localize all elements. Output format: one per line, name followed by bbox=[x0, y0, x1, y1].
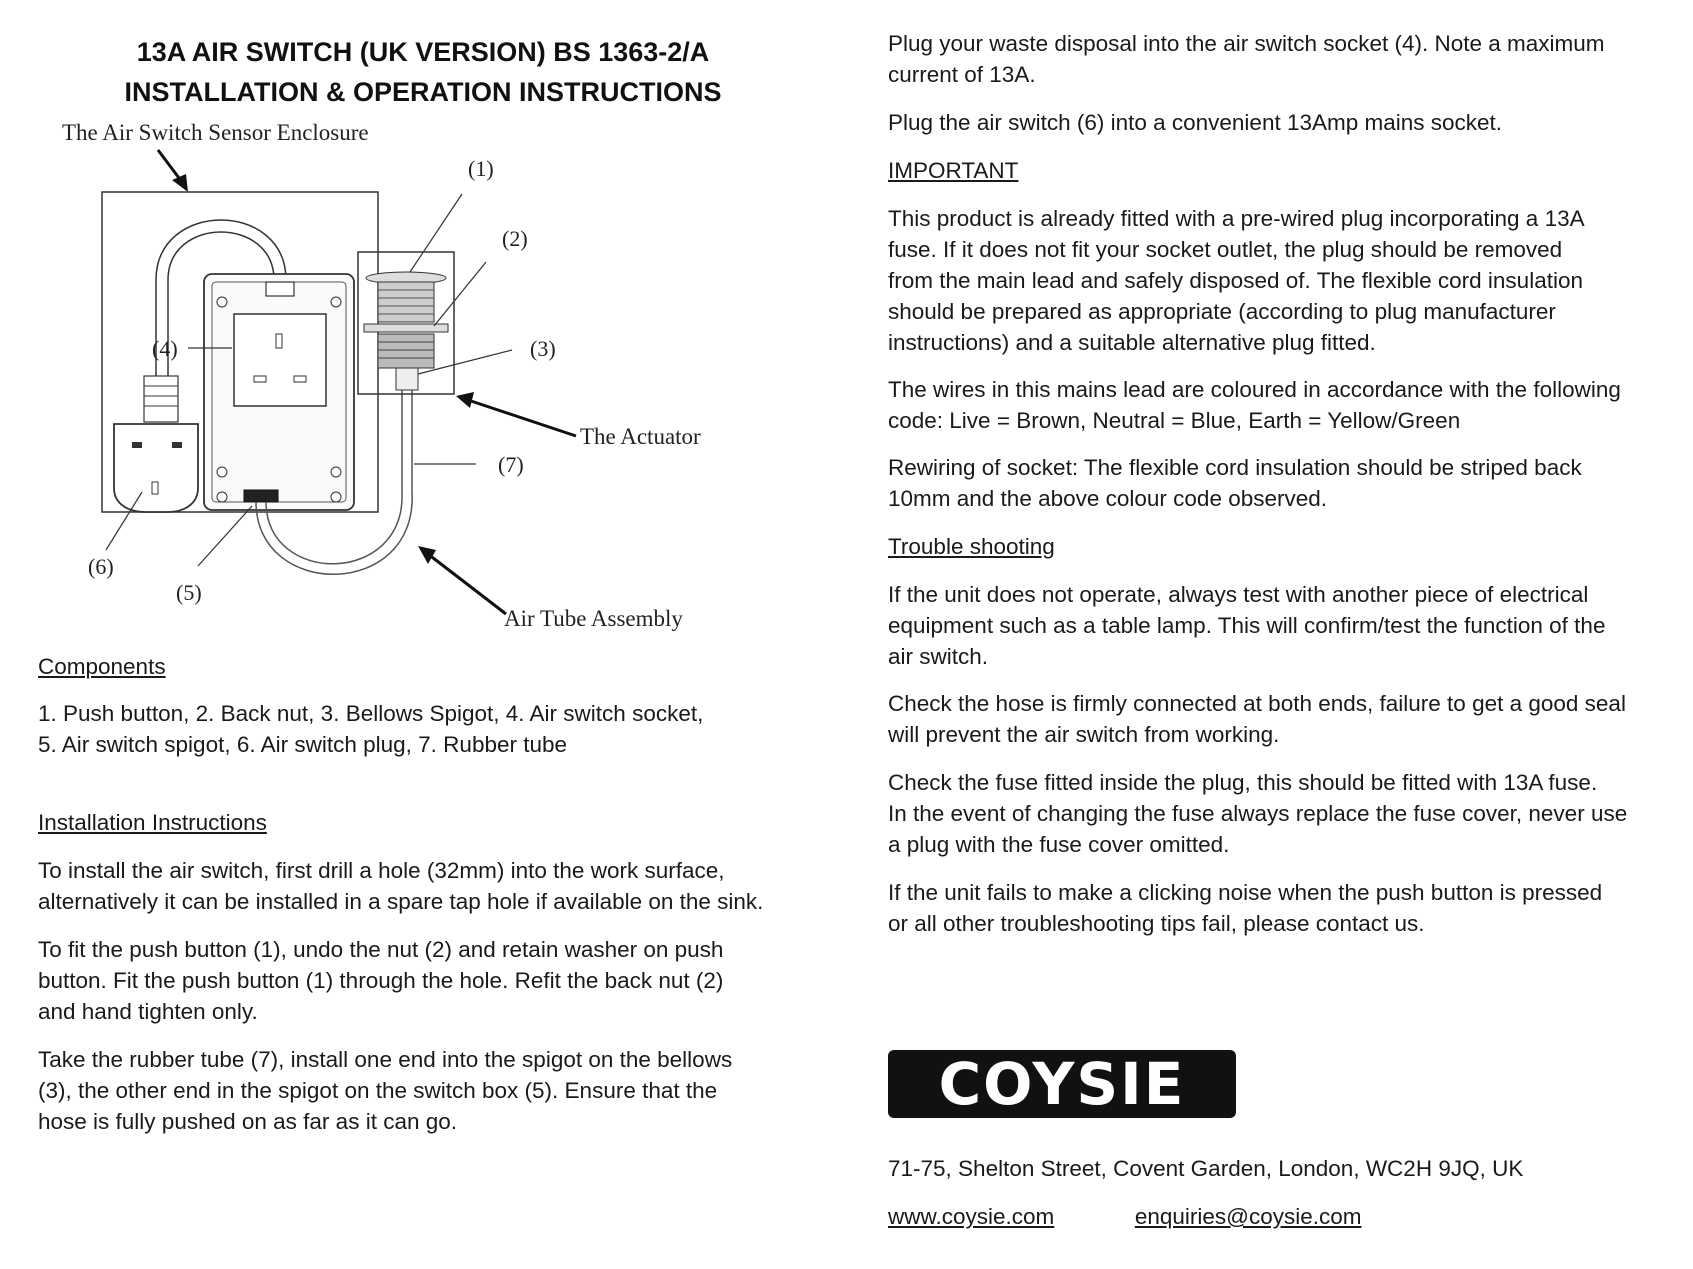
install-p3-l2: (3), the other end in the spigot on the switch box (5). Ensure that the bbox=[38, 1078, 718, 1103]
address: 71-75, Shelton Street, Covent Garden, London, WC2H 9JQ, UK bbox=[888, 1156, 1524, 1181]
install-p1-l1: To install the air switch, first drill a hole (32mm) into the work surface, bbox=[38, 858, 725, 883]
title-line-2: INSTALLATION & OPERATION INSTRUCTIONS bbox=[124, 77, 722, 107]
contact-links bbox=[888, 1200, 1362, 1234]
right-p4-l2: code: Live = Brown, Neutral = Blue, Earth = Yellow/Green bbox=[888, 408, 1461, 433]
right-p3-l3: from the main lead and safely disposed of. The flexible cord insulation bbox=[888, 268, 1583, 293]
right-p3-l5: instructions) and a suitable alternative plug fitted. bbox=[888, 330, 1376, 355]
tube-arrow-head bbox=[418, 546, 436, 564]
components-line-1: 1. Push button, 2. Back nut, 3. Bellows Spigot, 4. Air switch socket, bbox=[38, 701, 704, 726]
callout-3: (3) bbox=[530, 336, 556, 361]
right-p8-l3: a plug with the fuse cover omitted. bbox=[888, 832, 1230, 857]
website-link[interactable]: www.coysie.com bbox=[888, 1204, 1055, 1229]
bellows bbox=[378, 334, 434, 368]
actuator-label: The Actuator bbox=[580, 424, 701, 449]
install-p3-l1: Take the rubber tube (7), install one end into the spigot on the bellows bbox=[38, 1047, 733, 1072]
leader-5 bbox=[198, 506, 252, 566]
right-p8-l1: Check the fuse fitted inside the plug, this should be fitted with 13A fuse. bbox=[888, 770, 1598, 795]
right-p6-l2: equipment such as a table lamp. This will confirm/test the function of the bbox=[888, 613, 1606, 638]
plug-pin-neutral bbox=[172, 442, 182, 448]
right-p6-l1: If the unit does not operate, always test with another piece of electrical bbox=[888, 582, 1589, 607]
page-title bbox=[38, 32, 808, 112]
actuator-arrow-head bbox=[456, 392, 474, 408]
plug-strain-relief bbox=[144, 376, 178, 422]
callout-7: (7) bbox=[498, 452, 524, 477]
title-line-1: 13A AIR SWITCH (UK VERSION) BS 1363-2/A bbox=[136, 37, 710, 67]
bellows-spigot bbox=[396, 368, 418, 390]
installation-diagram bbox=[38, 120, 808, 700]
callout-5: (5) bbox=[176, 580, 202, 605]
tube-arrow bbox=[428, 554, 506, 614]
enclosure-label: The Air Switch Sensor Enclosure bbox=[62, 120, 369, 145]
right-p3-l4: should be prepared as appropriate (according to plug manufacturer bbox=[888, 299, 1556, 324]
callout-1: (1) bbox=[468, 156, 494, 181]
right-p3-l2: fuse. If it does not fit your socket outlet, the plug should be removed bbox=[888, 237, 1563, 262]
plug-pin-live bbox=[132, 442, 142, 448]
right-p5-l1: Rewiring of socket: The flexible cord insulation should be striped back bbox=[888, 455, 1582, 480]
right-p1-l2: current of 13A. bbox=[888, 62, 1036, 87]
install-p2-l2: button. Fit the push button (1) through the hole. Refit the back nut (2) bbox=[38, 968, 724, 993]
email-link[interactable]: enquiries@coysie.com bbox=[1134, 1204, 1362, 1229]
switch-spigot bbox=[244, 490, 278, 502]
right-p3-l1: This product is already fitted with a pre-wired plug incorporating a 13A bbox=[888, 206, 1585, 231]
callout-2: (2) bbox=[502, 226, 528, 251]
enclosure-arrow bbox=[158, 150, 182, 182]
right-p2: Plug the air switch (6) into a convenient 13Amp mains socket. bbox=[888, 110, 1503, 135]
tube-label: Air Tube Assembly bbox=[504, 606, 683, 631]
cable-gland bbox=[266, 282, 294, 296]
socket-face bbox=[234, 314, 326, 406]
install-p3-l3: hose is fully pushed on as far as it can go. bbox=[38, 1109, 457, 1134]
callout-6: (6) bbox=[88, 554, 114, 579]
trouble-heading: Trouble shooting bbox=[888, 534, 1055, 559]
right-p1-l1: Plug your waste disposal into the air switch socket (4). Note a maximum bbox=[888, 31, 1605, 56]
right-p7-l2: will prevent the air switch from working. bbox=[888, 722, 1280, 747]
right-p9-l2: or all other troubleshooting tips fail, please contact us. bbox=[888, 911, 1425, 936]
right-p4-l1: The wires in this mains lead are coloured in accordance with the following bbox=[888, 377, 1621, 402]
right-p7-l1: Check the hose is firmly connected at both ends, failure to get a good seal bbox=[888, 691, 1626, 716]
install-p2-l1: To fit the push button (1), undo the nut (2) and retain washer on push bbox=[38, 937, 724, 962]
install-p1-l2: alternatively it can be installed in a spare tap hole if available on the sink. bbox=[38, 889, 764, 914]
installation-heading: Installation Instructions bbox=[38, 810, 267, 835]
right-p9-l1: If the unit fails to make a clicking noise when the push button is pressed bbox=[888, 880, 1603, 905]
install-p2-l3: and hand tighten only. bbox=[38, 999, 258, 1024]
leader-2 bbox=[434, 262, 486, 326]
enclosure-arrow-head bbox=[172, 174, 188, 192]
push-button-body bbox=[378, 282, 434, 322]
important-heading: IMPORTANT bbox=[888, 158, 1019, 183]
right-p5-l2: 10mm and the above colour code observed. bbox=[888, 486, 1328, 511]
coysie-logo bbox=[888, 1050, 1236, 1118]
logo-text: COYSIE bbox=[938, 1050, 1186, 1118]
components-heading: Components bbox=[38, 654, 166, 679]
right-p8-l2: In the event of changing the fuse always replace the fuse cover, never use bbox=[888, 801, 1628, 826]
plug-body bbox=[114, 424, 198, 512]
right-p6-l3: air switch. bbox=[888, 644, 989, 669]
components-line-2: 5. Air switch spigot, 6. Air switch plug, 7. Rubber tube bbox=[38, 732, 568, 757]
callout-4: (4) bbox=[152, 336, 178, 361]
actuator-arrow bbox=[468, 400, 576, 436]
